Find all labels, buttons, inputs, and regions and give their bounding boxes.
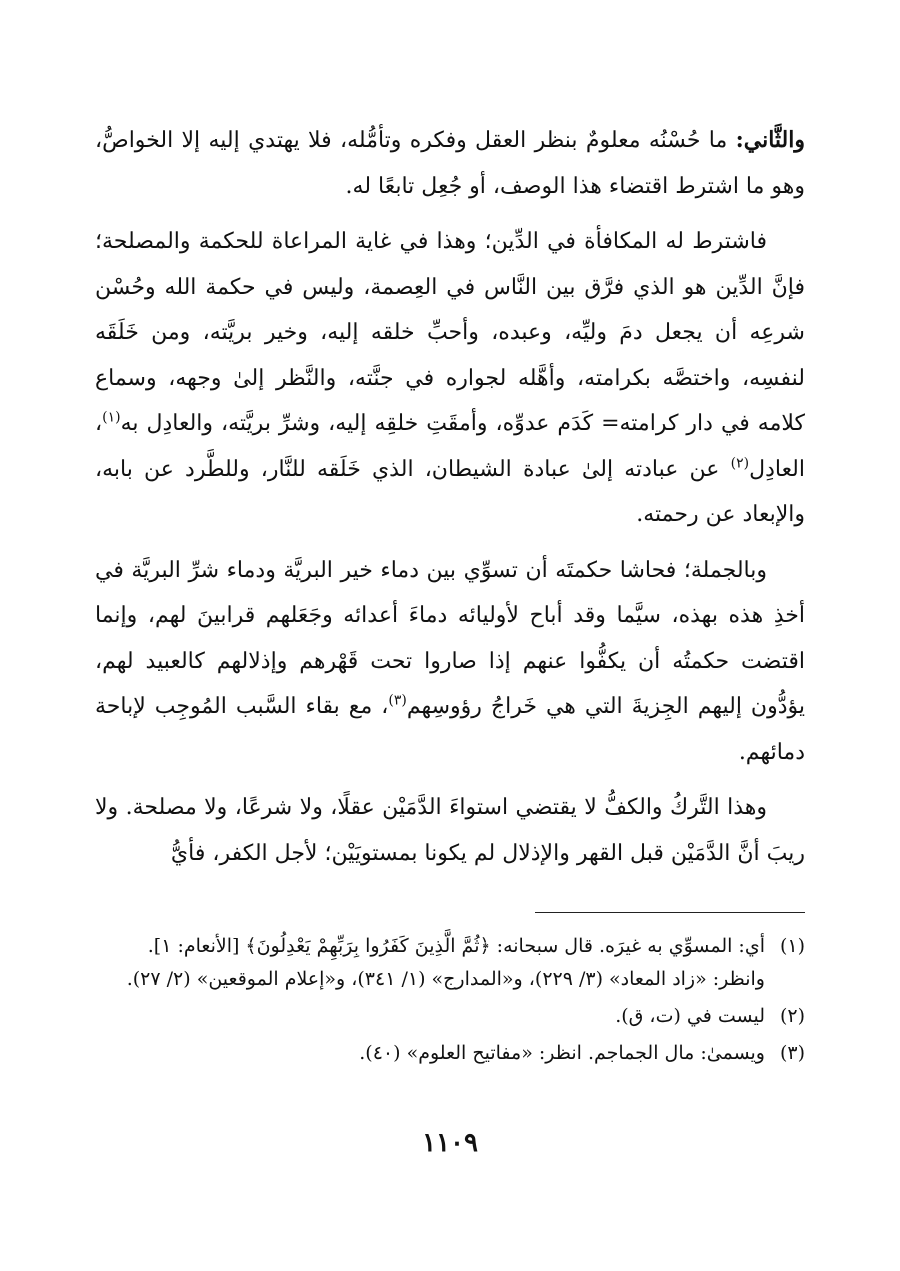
footnote-text: ليست في (ت، ق).	[615, 1005, 765, 1027]
paragraph-3	[95, 548, 805, 776]
footnote-text: أي: المسوِّي به غيرَه. قال سبحانه: ﴿ثُمَّ الَّذِينَ كَفَرُوا بِرَبِّهِمْ يَعْدِلُونَ﴾ [الأنعام: ١]. وانظر: «زاد المعاد» (٣/ ٢٢٩)، و«المدارج» (١/ ٣٤١)، و«إعلام الموقعين» (٢/ ٢٧).	[126, 935, 765, 990]
paragraph-4: وهذا التَّركُ والكفُّ لا يقتضي استواءَ الدَّمَيْن عقلًا، ولا شرعًا، ولا مصلحة. ولا ريبَ أنَّ الدَّمَيْن قبل القهر والإذلال لم يكونا بمستويَيْن؛ لأجل الكفر، فأيُّ	[95, 795, 805, 866]
footnote-2	[95, 1000, 805, 1033]
footnote-ref-2[interactable]: (٢)	[730, 455, 750, 472]
paragraph-2-part-b: ، العادِل	[95, 411, 805, 482]
paragraph-1-text: ما حُسْنُه معلومٌ بنظر العقل وفكره وتأمُّله، فلا يهتدي إليه إلا الخواصُّ، وهو ما اشترط اقتضاء هذا الوصف، أو جُعِل تابعًا له.	[95, 128, 805, 199]
footnote-ref-3[interactable]: (٣)	[388, 692, 407, 709]
footnote-text: ويسمىٰ: مال الجماجم. انظر: «مفاتيح العلوم» (٤٠).	[359, 1042, 765, 1064]
paragraph-2-part-a: فاشترط له المكافأة في الدِّين؛ وهذا في غاية المراعاة للحكمة والمصلحة؛ فإنَّ الدِّين هو الذي فرَّق بين النَّاس في العِصمة، وليس في حكمة الله وحُسْن شرعِه أن يجعل دمَ وليِّه، وعبده، وأحبِّ خلقه إليه، وخير بريَّته، ومن خَلَقَه لنفسِه، واختصَّه بكرامته، وأهَّله لجواره في جنَّته، والنَّظر إلىٰ وجهه، وسماع كلامه في دار كرامته= كَدَم عدوِّه، وأمقَتِ خلقِه إليه، وشرِّ بريَّته، والعادِل به	[95, 229, 805, 436]
footnotes	[95, 930, 805, 1074]
paragraph-1	[95, 118, 805, 209]
paragraph-3-part-a: وبالجملة؛ فحاشا حكمتَه أن تسوِّي بين دماء خير البريَّة ودماء شرِّ البريَّة في أخذِ هذه بهذه، سيَّما وقد أباح لأوليائه دماءَ أعدائه وجَعَلهم قرابينَ لهم، وإنما اقتضت حكمتُه أن يكفُّوا عنهم إذا صاروا تحت قَهْرهم وإذلالهم كالعبيد لهم، يؤدُّون إليهم الجِزيةَ التي هي خَراجُ رؤوسِهم	[95, 557, 805, 719]
page-number: ١١٠٩	[422, 1128, 478, 1158]
main-text	[95, 118, 805, 886]
footnote-number: (١)	[779, 935, 805, 957]
paragraph-2	[95, 219, 805, 538]
footnote-ref-1[interactable]: (١)	[102, 409, 121, 426]
paragraph-1-lead: والثَّاني:	[735, 127, 805, 153]
footnote-3	[95, 1037, 805, 1070]
footnote-number: (٢)	[779, 1005, 805, 1027]
footnote-1	[95, 930, 805, 996]
footnote-number: (٣)	[779, 1042, 805, 1064]
paragraph-2-part-c: عن عبادته إلىٰ عبادة الشيطان، الذي خَلَقه للنَّار، وللطَّرد عن بابه، والإبعاد عن رحمته.	[95, 456, 805, 527]
paragraph-3-part-b: ، مع بقاء السَّبب المُوجِب لإباحة دمائهم.	[95, 694, 805, 765]
footnote-separator	[535, 912, 805, 913]
